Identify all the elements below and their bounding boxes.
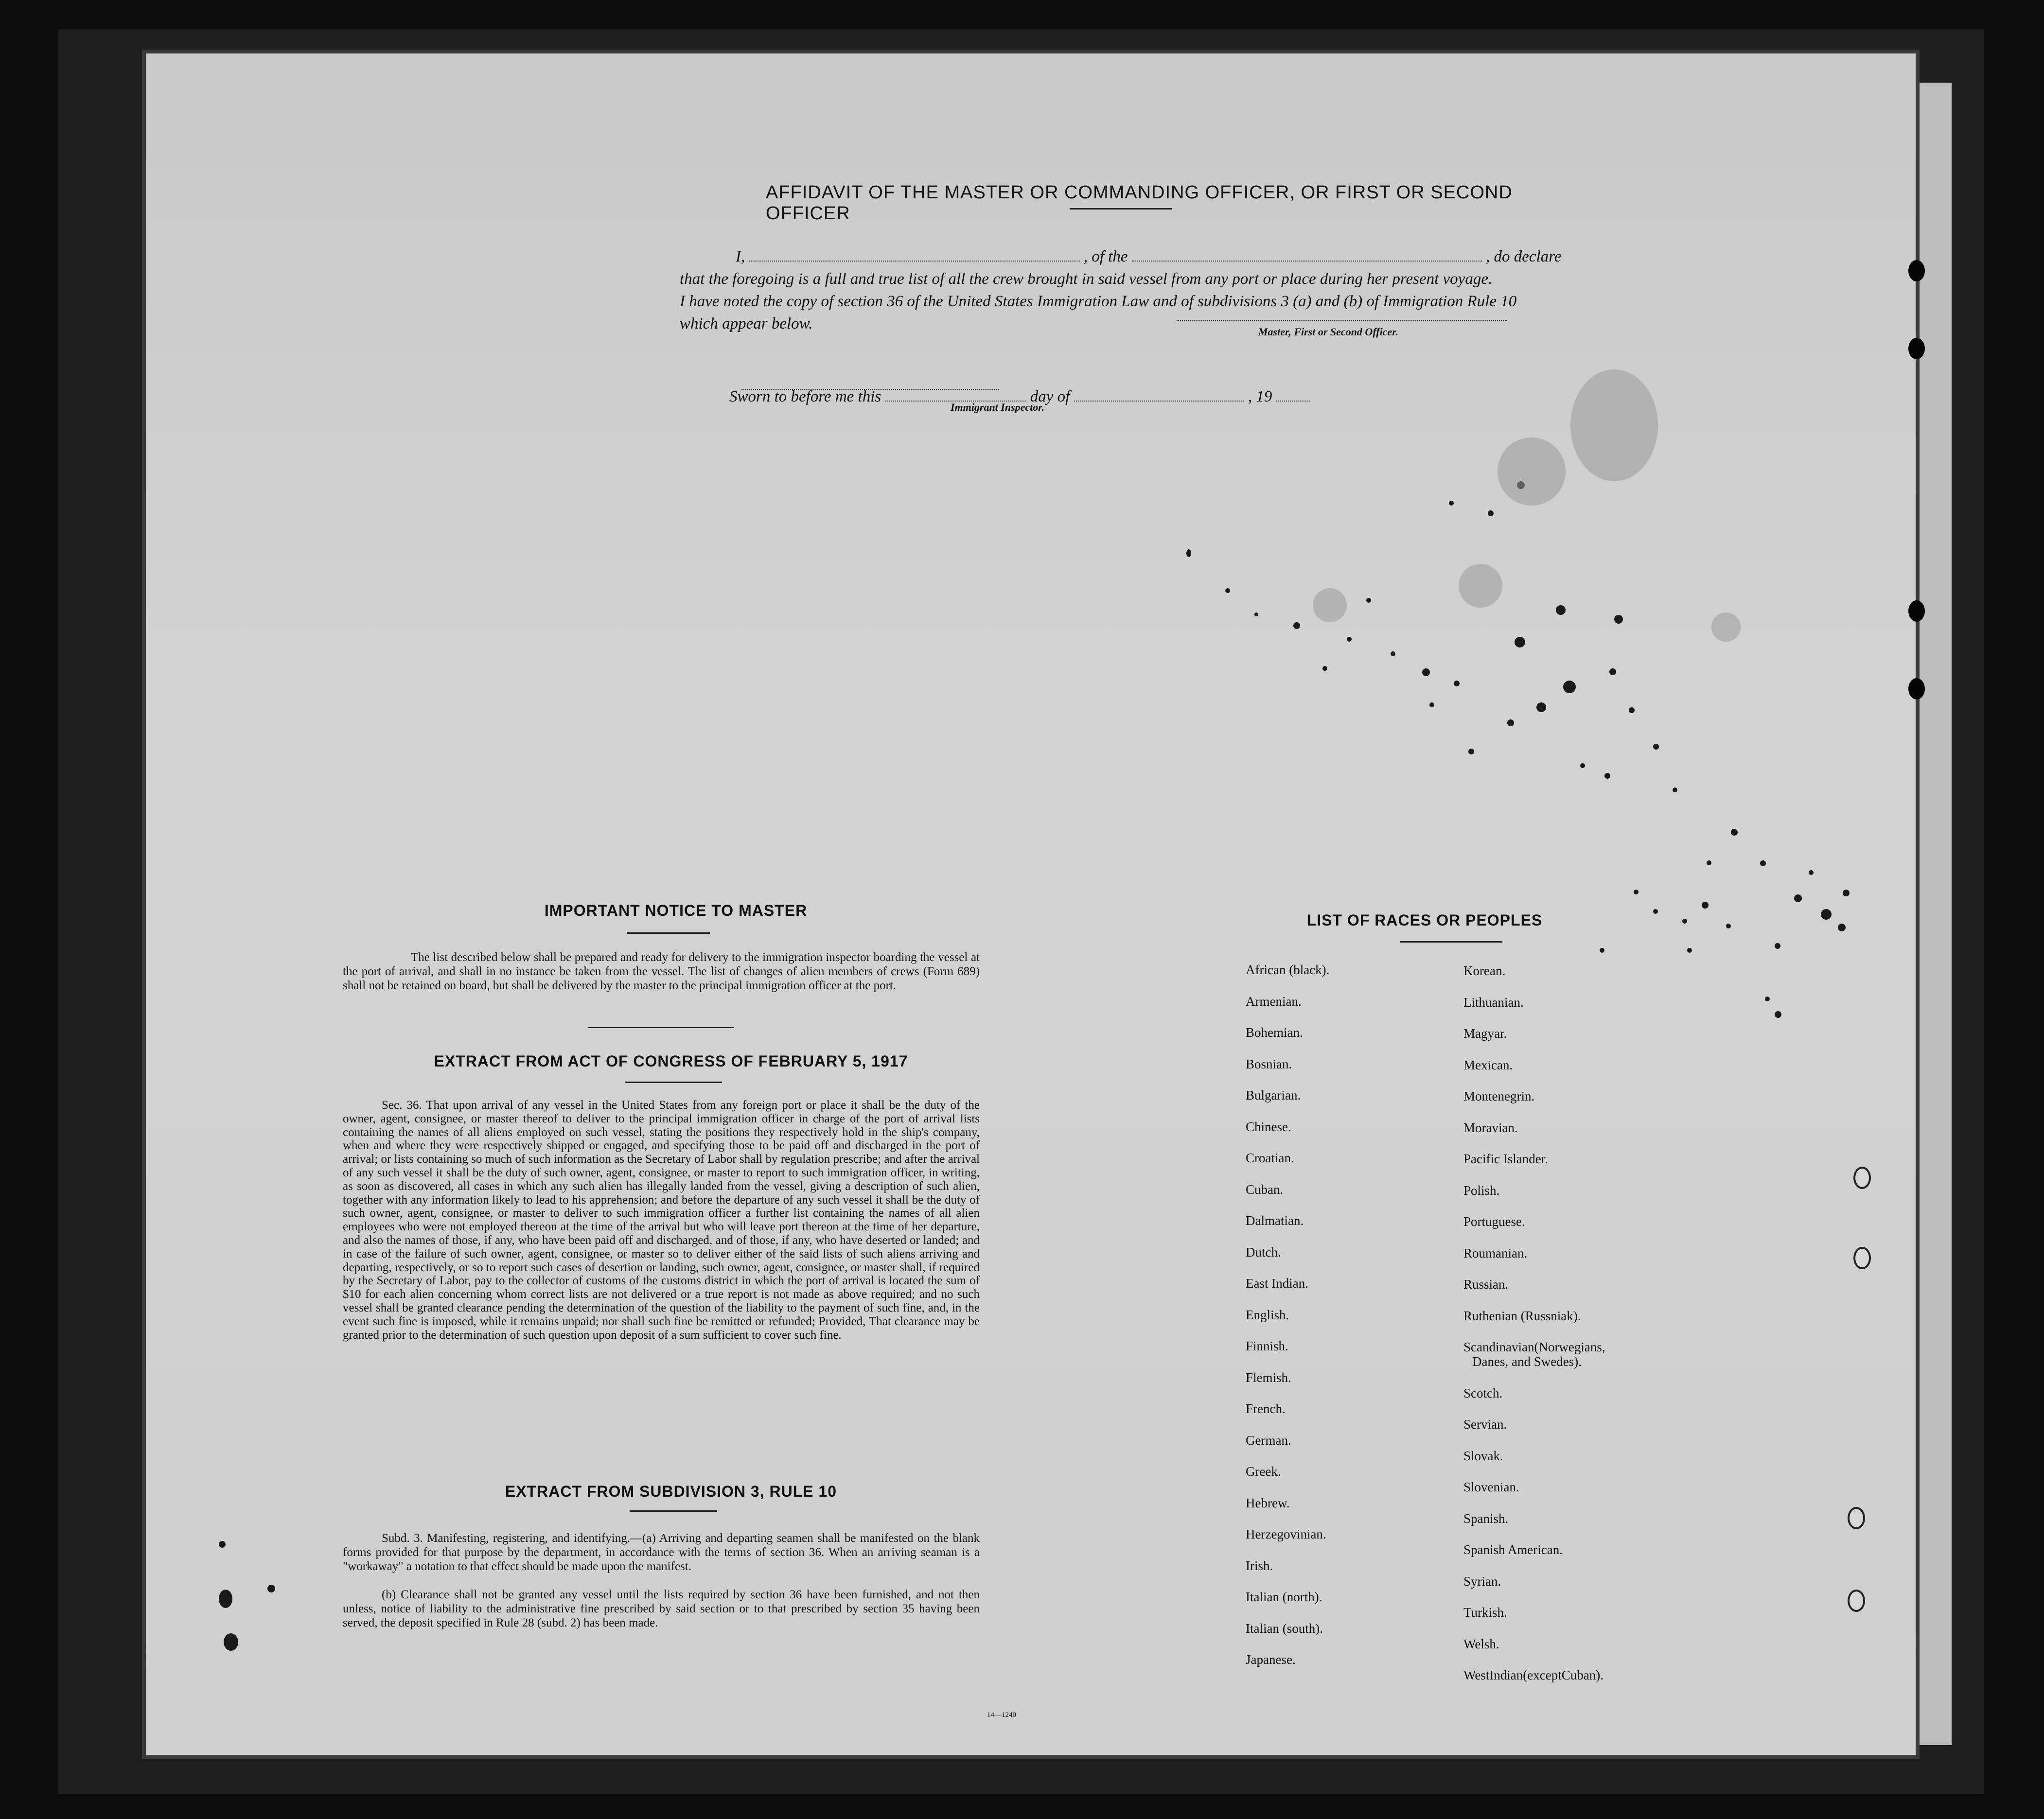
ink-stain [1653,909,1658,914]
act-body: Sec. 36. That upon arrival of any vessel in the United States from any foreign port or place it shall be the duty of the owner, agent, consignee, or master thereof to deliver to the principal immigration officer in charge of the port of arrival lists containing the names of all aliens employed on such vessel, stating the positions they respectively hold in the ship's company, when and where they were respectively shipped or engaged, and specifying those to be paid off and discharged in the port of arrival; or lists containing so much of such information as the Secretary of Labor shall by regulation prescribe; and after the arrival of any such vessel it shall be the duty of such owner, agent, consignee, or master to report to such immigration officer, in writing, as soon as discovered, all cases in which any such alien has illegally landed from the vessel, giving a description of such alien, together with any information likely to lead to his apprehension; and before the departure of any such vessel it shall be the duty of such owner, agent, consignee, or master to deliver to such immigration officer a further list containing the names of all alien employees who were not employed thereon at the time of the arrival but who will leave port thereon at the time of her departure, and also the names of those, if any, who have been paid off and discharged, and of those, if any, who have deserted or landed; and in case of the failure of such owner, agent, consignee, or master so to deliver either of the said lists of such aliens arriving and departing, respectively, or so to report such cases of desertion or landing, such owner, agent, consignee, or master shall, if required by the Secretary of Labor, pay to the collector of customs of the customs district in which the port of arrival is located the sum of $10 for each alien concerning whom correct lists are not delivered or a true report is not made as above required; and no such vessel shall be granted clearance pending the determination of the question of the liability to the payment of such fine, and, in the event such fine is imposed, while it remains unpaid; nor shall such fine be remitted or refunded; Provided, That clearance may be granted prior to the determination of such question upon deposit of a sum sufficient to cover such fine. [343,1099,980,1342]
race-item: Bohemian. [1246,1025,1303,1040]
affidavit-line3: I have noted the copy of section 36 of the United States Immigration Law and of subdivisions 3 (a) and (b) of Immigration Rule 10 [680,293,1517,310]
race-item: Greek. [1246,1464,1281,1479]
ink-stain [1468,749,1474,754]
title-rule [1070,208,1172,210]
ink-stain [1536,702,1546,712]
ink-stain [1347,637,1352,642]
ink-stain [224,1633,238,1651]
sworn-prefix: Sworn to before me this [729,388,881,405]
binder-hole [1853,1167,1871,1189]
sworn-month-blank [1074,388,1244,402]
race-item: Polish. [1463,1183,1500,1198]
affidavit-line2: that the foregoing is a full and true list of all the crew brought in said vessel from any port or place during her present voyage. [680,270,1493,288]
race-item: Slovak. [1463,1448,1503,1463]
ink-stain [1293,622,1300,629]
ink-stain [1322,666,1327,671]
race-item: Portuguese. [1463,1214,1525,1229]
binder-hole [1853,1247,1871,1269]
race-item: Magyar. [1463,1026,1507,1041]
ink-stain [1614,615,1623,624]
ink-stain [1600,948,1604,953]
inspector-signature-line [741,389,999,390]
ink-stain [1563,681,1576,693]
form-number: 14—1240 [987,1711,1016,1719]
binder-hole [1908,678,1925,700]
sworn-year-blank [1276,388,1310,402]
name-blank [749,248,1080,262]
ink-stain [1604,773,1610,779]
ink-stain [219,1590,232,1608]
race-item: Ruthenian (Russniak). [1463,1308,1581,1323]
rule-heading: EXTRACT FROM SUBDIVISION 3, RULE 10 [505,1483,837,1500]
ink-stain [1687,948,1692,953]
race-item: Korean. [1463,963,1506,978]
affidavit-declare: , do declare [1485,248,1562,265]
binder-hole [1908,600,1925,622]
race-item: Irish. [1246,1558,1273,1573]
race-item: Turkish. [1463,1605,1507,1620]
race-item: Dalmatian. [1246,1213,1304,1228]
notice-heading: IMPORTANT NOTICE TO MASTER [544,902,808,919]
race-item: Pacific Islander. [1463,1152,1548,1166]
binder-hole [1908,260,1925,281]
vessel-blank [1132,248,1482,262]
ink-stain [1422,668,1430,676]
race-item: Mexican. [1463,1057,1513,1072]
water-stain [1313,588,1347,622]
race-item: Dutch. [1246,1244,1281,1259]
binder-hole [1848,1590,1865,1612]
ink-stain [1488,510,1494,516]
race-item: Lithuanian. [1463,995,1524,1010]
ink-stain [219,1541,226,1548]
ink-stain [1449,501,1454,506]
affidavit-i: I, [736,248,745,265]
ink-stain [1186,549,1191,557]
officer-signature-line [1177,320,1507,321]
race-item: Moravian. [1463,1120,1518,1135]
ink-stain [1843,890,1850,896]
race-item: Cuban. [1246,1182,1284,1197]
ink-stain [1254,612,1258,616]
ink-stain [1507,719,1514,726]
race-item: Scandinavian(Norwegians, [1463,1340,1605,1354]
race-item: Danes, and Swedes). [1472,1354,1582,1369]
ink-stain [1609,668,1616,675]
race-item: Welsh. [1463,1636,1499,1651]
ink-stain [1809,870,1814,875]
race-item: Croatian. [1246,1151,1294,1165]
race-item: Italian (south). [1246,1621,1323,1636]
ink-stain [1775,943,1780,949]
ink-stain [1731,829,1738,836]
race-item: Flemish. [1246,1370,1291,1385]
race-item: East Indian. [1246,1276,1308,1291]
races-rule [1400,941,1502,943]
race-item: Italian (north). [1246,1590,1322,1604]
ink-stain [1429,702,1434,707]
race-item: Roumanian. [1463,1245,1528,1260]
water-stain [1711,612,1741,642]
race-item: French. [1246,1401,1286,1416]
water-stain [1570,369,1658,481]
ink-stain [1702,902,1709,909]
race-item: Montenegrin. [1463,1089,1535,1103]
ink-stain [1673,787,1677,792]
race-item: Chinese. [1246,1119,1291,1134]
race-item: Slovenian. [1463,1480,1519,1494]
ink-stain [1556,605,1566,615]
ink-stain [267,1585,275,1592]
race-item: Hebrew. [1246,1495,1290,1510]
act-rule [625,1082,722,1083]
ink-stain [1454,681,1460,686]
affidavit-text [680,245,1662,335]
race-item: Spanish American. [1463,1542,1563,1557]
sworn-year: , 19 [1248,388,1272,405]
races-heading: LIST OF RACES OR PEOPLES [1306,911,1543,929]
ink-stain [1775,1011,1781,1018]
rule-rule [630,1510,717,1512]
race-item: Herzegovinian. [1246,1527,1326,1541]
binder-hole [1908,338,1925,359]
race-item: Scotch. [1463,1385,1503,1400]
race-item: Syrian. [1463,1574,1501,1589]
ink-stain [1580,763,1585,768]
water-stain [1498,437,1566,506]
act-heading: EXTRACT FROM ACT OF CONGRESS OF FEBRUARY 5, 1917 [434,1052,908,1070]
sworn-day-of: day of [1030,388,1070,405]
document-page [146,53,1916,1755]
race-item: Bulgarian. [1246,1088,1301,1102]
ink-stain [1765,997,1770,1001]
ink-stain [1391,651,1395,656]
affidavit-line4: which appear below. [680,315,813,332]
ink-stain [1682,919,1687,924]
race-item: English. [1246,1307,1289,1322]
notice-rule [627,932,710,934]
binder-hole [1848,1507,1865,1529]
ink-stain [1707,860,1711,865]
water-stain [1459,564,1502,608]
inspector-caption: Immigrant Inspector. [951,401,1045,413]
race-item: Russian. [1463,1277,1509,1292]
race-item: Bosnian. [1246,1056,1292,1071]
ink-stain [1794,894,1802,902]
affidavit-of-the: , of the [1083,248,1128,265]
notice-divider [588,1027,734,1028]
ink-stain [1629,707,1635,713]
ink-stain [1366,598,1371,603]
ink-stain [1653,744,1659,750]
ink-stain [1760,860,1766,866]
race-item: Finnish. [1246,1339,1288,1353]
page-edge [1916,83,1952,1745]
affidavit-title: AFFIDAVIT OF THE MASTER OR COMMANDING OFFICER, OR FIRST OR SECOND OFFICER [766,182,1513,224]
ink-stain [1634,890,1639,894]
sworn-day-blank [885,388,1026,402]
notice-body: The list described below shall be prepared and ready for delivery to the immigration inspector boarding the vessel at the port of arrival, and shall in no instance be taken from the vessel. The list of changes of alien members of crews (Form 689) shall not be retained on board, but shall be delivered by the master to the principal immigration officer at the port. [343,951,980,992]
race-item: African (black). [1246,962,1330,977]
race-item: German. [1246,1433,1291,1448]
officer-caption: Master, First or Second Officer. [1258,326,1399,338]
rule-body-b: (b) Clearance shall not be granted any vessel until the lists required by section 36 have been furnished, and not then unless, notice of liability to the administrative fine prescribed by said section or to that prescribed by section 35 having been served, the deposit specified in Rule 28 (subd. 2) has been made. [343,1588,980,1629]
ink-stain [1225,588,1230,593]
race-item: Armenian. [1246,994,1302,1009]
race-item: Japanese. [1246,1652,1296,1667]
race-item: WestIndian(exceptCuban). [1463,1668,1603,1682]
race-item: Spanish. [1463,1511,1509,1526]
ink-stain [1838,924,1846,931]
race-item: Servian. [1463,1417,1507,1432]
ink-stain [1821,909,1832,920]
rule-body-a: Subd. 3. Manifesting, registering, and identifying.—(a) Arriving and departing seamen shall be manifested on the blank forms provided for that purpose by the department, in accordance with the terms of section 36. When an arriving seaman is a "workaway" a notation to that effect should be made upon the manifest. [343,1532,980,1573]
ink-stain [1726,924,1731,928]
ink-stain [1515,637,1525,647]
